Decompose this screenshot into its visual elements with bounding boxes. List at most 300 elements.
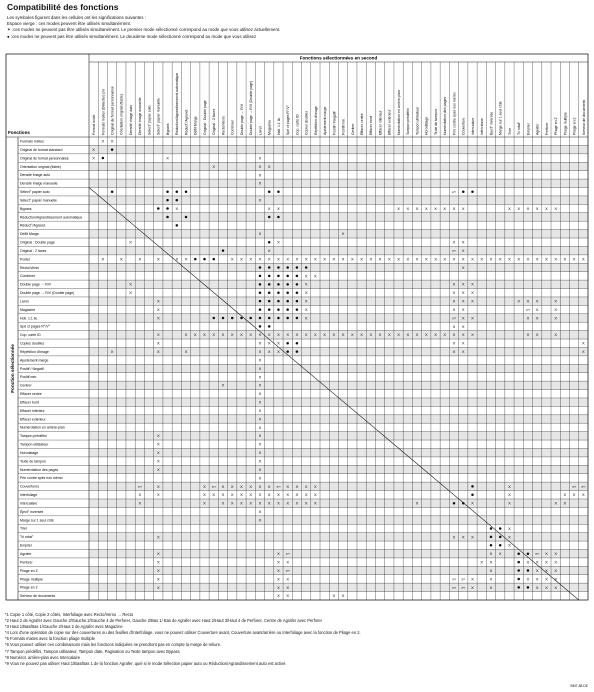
cell-dot	[296, 317, 299, 320]
row-label: Formats mixtes	[20, 139, 44, 144]
cell-mark: X	[452, 349, 456, 355]
cell-mark: X	[156, 492, 160, 498]
cell-mark: X	[406, 332, 410, 338]
cell-mark: X	[175, 205, 179, 211]
cell-mark: X	[258, 509, 262, 515]
cell-dot	[249, 317, 252, 320]
cell-mark: X	[277, 584, 280, 590]
row-label: Tri rotat°	[20, 535, 34, 540]
cell-mark: X	[332, 593, 336, 599]
cell-mark: X	[332, 332, 336, 338]
cell-dot	[240, 317, 243, 320]
cell-mark: X	[406, 256, 410, 262]
footnote: *9 Vous ne pouvez pas utiliser Haut 1/Bas/Bas 1 de la fonction Agrafer, quel si le mode Sélection papier auto ou Réduction/Agrandissement auto est activé.	[5, 660, 287, 666]
cell-mark: X	[156, 458, 160, 464]
column-header: Sélect° papier manuelle	[156, 97, 161, 135]
cell-mark: X	[156, 567, 160, 573]
cell-dot	[268, 241, 271, 244]
cell-mark: X	[443, 205, 447, 211]
cell-mark: X	[110, 138, 114, 144]
row-label: Pliage multiple	[20, 577, 43, 582]
row-label: Prin contre spés nos mémo	[20, 476, 63, 481]
cell-mark: X	[184, 332, 188, 338]
cell-mark: X	[240, 500, 243, 506]
cell-dot	[222, 249, 225, 252]
cell-dot	[268, 308, 271, 311]
cell-mark: X	[369, 332, 373, 338]
cell-mark: X	[471, 500, 474, 506]
cell-mark: X	[424, 205, 428, 211]
cell-dot	[490, 527, 493, 530]
cell-dot	[185, 216, 188, 219]
cell-dot	[268, 275, 271, 278]
cell-mark: X	[249, 483, 253, 489]
cell-mark: X	[258, 332, 262, 338]
cell-mark: X	[304, 281, 308, 287]
cell-mark: X	[249, 500, 253, 506]
cell-dot	[213, 317, 216, 320]
cell-mark: X	[156, 315, 160, 321]
cell-mark: X	[184, 256, 188, 262]
cell-mark: X	[517, 298, 521, 304]
cell-mark: X	[508, 205, 511, 211]
cell-mark: X	[397, 256, 400, 262]
cell-mark: X	[138, 256, 142, 262]
column-header: Magazine	[267, 119, 272, 135]
cell-mark: X	[286, 593, 290, 599]
cell-mark: X	[277, 551, 280, 557]
cell-mark: X	[203, 332, 206, 338]
cell-dot	[268, 291, 271, 294]
column-header: Formats mixtes (Détecter) pin	[101, 88, 106, 135]
footnote: *1 Copie 1 côté, Copie 2 côtés, Interfoliage avec Recto/Verso → Recto	[5, 612, 134, 617]
cell-dot	[176, 199, 179, 202]
cell-mark: X	[471, 584, 474, 590]
cell-mark: X	[406, 205, 410, 211]
cell-mark: X	[129, 281, 132, 287]
cell-mark: X	[286, 559, 290, 565]
intro-line: Espace vierge : ces modes peuvent être utilisés simultanément.	[7, 21, 131, 27]
column-header: Effacer centre	[360, 113, 365, 135]
column-header: Éject° inversée	[489, 111, 494, 135]
cell-mark: X	[286, 500, 290, 506]
cell-mark: X	[286, 332, 290, 338]
cell-mark: X	[129, 290, 132, 296]
cell-mark: X	[517, 205, 521, 211]
column-group-header: Fonctions sélectionnées en second	[299, 55, 378, 61]
cell-mark: X	[461, 315, 465, 321]
column-header: Positif mm.	[341, 117, 346, 135]
row-label: Copies doubles	[20, 341, 45, 346]
column-header: Texte de tampon	[433, 109, 438, 135]
cell-mark: X	[249, 492, 253, 498]
cell-mark: X	[461, 281, 465, 287]
cell-mark: X	[203, 500, 206, 506]
column-header: Centrer	[350, 123, 355, 135]
column-header: Effacer extérieur	[387, 109, 392, 135]
cell-mark: X	[258, 197, 262, 203]
cell-dot	[305, 266, 308, 269]
cell-mark: X*³	[276, 484, 281, 489]
cell-dot	[111, 190, 114, 193]
cell-mark: X	[277, 500, 280, 506]
cell-mark: X	[304, 273, 308, 279]
cell-mark: X	[277, 576, 280, 582]
cell-mark: X	[101, 256, 105, 262]
cell-mark: X	[258, 340, 262, 346]
column-header: Prin contre spés nos mémo	[452, 92, 457, 135]
cell-dot	[296, 291, 299, 294]
cell-dot	[268, 216, 271, 219]
cell-mark: X	[526, 256, 530, 262]
cell-mark: X	[258, 517, 262, 523]
cell-mark: X	[156, 433, 160, 439]
cell-mark: X	[286, 483, 290, 489]
row-label: Ajustement marge	[20, 358, 49, 363]
footnotes	[5, 612, 361, 667]
cell-mark: X	[304, 492, 308, 498]
row-label: Agrafer	[20, 552, 32, 556]
cell-mark: X	[323, 256, 326, 262]
footnote: *3 Haut 1/Bas/Bas 1/Gauche 2/Haut 2 de Agrafer avec Magazine	[5, 624, 123, 630]
cell-mark: X	[461, 264, 465, 270]
cell-dot	[185, 190, 188, 193]
cell-mark: X	[480, 559, 484, 565]
cell-mark: X	[360, 332, 363, 338]
cell-mark: X	[434, 256, 437, 262]
cell-dot	[231, 317, 234, 320]
cell-dot	[296, 308, 299, 311]
cell-mark: X	[471, 256, 474, 262]
cell-mark: X	[286, 576, 290, 582]
cell-mark: X	[582, 256, 585, 262]
cell-dot	[296, 300, 299, 303]
row-label: Magazine	[20, 307, 36, 312]
row-label: Effacer intérieur	[20, 408, 45, 413]
cell-dot	[102, 157, 105, 160]
row-label: Effacer bord	[20, 400, 40, 405]
cell-dot	[277, 291, 280, 294]
cell-mark: X	[545, 551, 548, 557]
cell-mark: X*³	[572, 484, 577, 489]
row-label: Pliage en Z	[20, 568, 38, 573]
cell-dot	[286, 283, 289, 286]
cell-mark: X	[277, 559, 280, 565]
cell-dot	[268, 300, 271, 303]
column-header: Orientation original (fiable)	[119, 93, 124, 135]
cell-mark: X	[471, 290, 474, 296]
cell-mark: X	[212, 163, 216, 169]
cell-mark: X	[452, 239, 456, 245]
row-group-label: Fonction sélectionnée	[10, 344, 15, 393]
cell-mark: X	[286, 256, 290, 262]
cell-mark: X	[461, 340, 465, 346]
cell-mark: X	[461, 332, 465, 338]
cell-mark: X	[156, 534, 160, 540]
cell-mark: X	[240, 332, 243, 338]
cell-mark: X	[582, 492, 585, 498]
cell-mark: X	[471, 534, 474, 540]
row-label: Cop. carte ID	[20, 333, 41, 338]
column-header: Densité image manuelle	[138, 97, 143, 135]
cell-mark: X	[572, 256, 576, 262]
row-label: Orientation original (fiable)	[20, 164, 62, 169]
footnote: *7 Tampon prédéfini, Tampon utilisateur, Tampon date, Pagination ou Texte tampon avec Bypass	[5, 648, 180, 654]
cell-mark: X	[230, 332, 234, 338]
row-label: Marge sur 1 seul côté	[20, 518, 54, 523]
cell-mark: X	[267, 205, 271, 211]
cell-mark: X	[258, 441, 262, 447]
cell-mark: X	[258, 450, 262, 456]
row-label: Recto/Verso	[20, 265, 40, 270]
cell-mark: X	[258, 357, 262, 363]
cell-mark: X	[258, 466, 262, 472]
cell-mark: X	[258, 424, 262, 430]
row-label: Éject° inversée	[20, 509, 44, 514]
cell-mark: X	[461, 323, 465, 329]
cell-dot	[259, 291, 262, 294]
cell-mark: X	[508, 492, 511, 498]
cell-dot	[490, 544, 493, 547]
column-header: Pliage en 2	[572, 117, 577, 135]
cell-dot	[259, 308, 262, 311]
cell-dot	[222, 317, 225, 320]
cell-mark: X	[526, 205, 530, 211]
cell-dot	[462, 190, 465, 193]
cell-dot	[259, 283, 262, 286]
cell-mark: X	[267, 349, 271, 355]
column-header: Copies doubles	[304, 110, 309, 135]
row-label: Empiler	[20, 543, 32, 548]
row-label: Trier	[20, 526, 28, 531]
cell-mark: X	[378, 332, 382, 338]
cell-mark: X	[156, 441, 160, 447]
cell-dot	[166, 199, 169, 202]
cell-mark: X	[341, 256, 345, 262]
cell-mark: X	[230, 483, 234, 489]
cell-mark: X	[156, 349, 160, 355]
cell-mark: X	[277, 239, 280, 245]
cell-dot	[296, 266, 299, 269]
cell-dot	[268, 283, 271, 286]
cell-mark: X	[203, 483, 206, 489]
cell-mark: X	[443, 332, 447, 338]
cell-mark: X	[258, 163, 262, 169]
cell-mark: X	[92, 147, 95, 153]
cell-mark: X	[156, 332, 160, 338]
cell-mark: X	[554, 567, 557, 573]
cell-mark: X	[526, 559, 530, 565]
cell-dot	[286, 342, 289, 345]
column-header: Densité image auto	[128, 104, 133, 135]
cell-mark: X	[582, 340, 585, 346]
cell-mark: X	[295, 492, 299, 498]
column-header: Bypass	[165, 123, 170, 135]
cell-dot	[471, 485, 474, 488]
cell-mark: X	[526, 576, 530, 582]
cell-mark: X	[508, 534, 511, 540]
cell-dot	[517, 552, 520, 555]
cell-mark: X	[156, 466, 160, 472]
cell-mark: X	[535, 256, 539, 262]
cell-mark: X	[156, 483, 160, 489]
row-label: Combiner	[20, 274, 36, 279]
cell-mark: X	[341, 593, 345, 599]
cell-mark: X	[258, 399, 262, 405]
cell-dot	[259, 317, 262, 320]
cell-mark: X	[508, 256, 511, 262]
column-header: Combiner	[230, 119, 235, 135]
cell-mark: X	[471, 576, 474, 582]
row-label: Réduct°/Agrand.	[20, 223, 46, 228]
cell-mark: X	[517, 256, 521, 262]
cell-mark: X*²	[525, 307, 530, 312]
cell-mark: X	[138, 492, 142, 498]
row-label: Tampon utilisateur	[20, 442, 49, 447]
cell-dot	[471, 190, 474, 193]
cell-mark: X	[461, 298, 465, 304]
cell-mark: X	[434, 332, 437, 338]
cell-mark: X	[489, 559, 493, 565]
cell-mark: X	[92, 155, 95, 161]
cell-mark: X	[267, 163, 271, 169]
cell-dot	[268, 190, 271, 193]
row-label: Couvertures	[20, 484, 40, 489]
cell-mark: X	[526, 298, 530, 304]
cell-mark: X	[277, 349, 280, 355]
cell-dot	[499, 544, 502, 547]
cell-mark: X	[249, 332, 253, 338]
cell-mark: X	[258, 433, 262, 439]
row-label: Perforer	[20, 560, 33, 565]
cell-mark: X	[387, 256, 391, 262]
column-header: Marge sur 1 seul côté	[498, 101, 503, 135]
cell-mark: X	[526, 315, 530, 321]
footnote: *5 Formats mixtes avec la fonction pliage multiple	[5, 636, 95, 642]
cell-mark: X	[267, 500, 271, 506]
footnote: *4 Lors d'une opération de copie sur des couvertures ou des feuilles d'interfoliage, vous ne pouvez utiliser Couverture avant, Couverture avant/arrière ou Interfoliage avec la fonction de Pliage en 2.	[5, 630, 361, 636]
cell-mark: X	[193, 332, 197, 338]
cell-mark: X	[258, 180, 262, 186]
column-header: Empiler	[526, 123, 531, 135]
cell-mark: X	[267, 492, 271, 498]
cell-dot	[296, 283, 299, 286]
cell-mark: X	[535, 332, 539, 338]
row-label: Centrer	[20, 383, 32, 388]
cell-mark: X	[314, 273, 317, 279]
cell-mark: X	[258, 483, 262, 489]
cell-dot	[527, 586, 530, 589]
row-label: Défilt Marge	[20, 232, 39, 237]
cell-mark: X*³	[285, 552, 290, 557]
cell-mark: X	[156, 584, 160, 590]
row-label: Horodatage	[20, 450, 39, 455]
cell-dot	[268, 317, 271, 320]
column-header: Original de format personnalisé	[110, 86, 115, 135]
cell-dot	[268, 266, 271, 269]
cell-mark: X	[554, 584, 557, 590]
column-header: Trier	[507, 127, 512, 135]
column-header: Recto/Verso	[221, 115, 226, 135]
cell-dot	[277, 216, 280, 219]
cell-mark: X*¹	[452, 249, 456, 254]
cell-mark: X	[110, 349, 114, 355]
cell-mark: X	[489, 584, 493, 590]
cell-mark: X	[489, 551, 493, 557]
functions-label: Fonctions	[8, 130, 30, 135]
cell-dot	[213, 258, 216, 261]
cell-dot	[194, 258, 197, 261]
row-label: Double page → R/V (Double page)	[20, 291, 75, 296]
page-code: BMT-88 DE	[570, 684, 588, 688]
cell-mark: X	[267, 332, 271, 338]
row-label: Sélect° papier manuelle	[20, 198, 58, 203]
cell-mark: X	[314, 256, 317, 262]
cell-mark: X	[221, 483, 225, 489]
row-label: Intercalaire	[20, 501, 38, 506]
cell-mark: X	[434, 205, 437, 211]
column-header: Tampon prédéfini	[406, 108, 411, 135]
cell-mark: X	[304, 332, 308, 338]
cell-mark: X	[221, 492, 225, 498]
row-label: Poster	[20, 257, 31, 262]
column-header: Hall. 1:1 tlc.	[276, 116, 281, 135]
cell-mark: X	[258, 407, 262, 413]
cell-mark: X	[489, 576, 493, 582]
column-header: Spé ct pages R°/V°	[286, 104, 291, 135]
cell-mark: X	[295, 332, 299, 338]
cell-mark: X	[277, 332, 280, 338]
cell-mark: X	[304, 315, 308, 321]
cell-dot	[277, 190, 280, 193]
cell-mark: X	[156, 551, 160, 557]
cell-mark: X	[360, 256, 363, 262]
cell-dot	[286, 275, 289, 278]
cell-dot	[286, 308, 289, 311]
cell-mark: X	[286, 584, 290, 590]
row-label: Pliage en 2	[20, 585, 38, 590]
cell-dot	[286, 266, 289, 269]
cell-dot	[166, 216, 169, 219]
cell-mark: X	[184, 349, 188, 355]
cell-mark: X	[508, 542, 511, 548]
row-label: Effacer centre	[20, 392, 42, 397]
row-label: Densité image manuelle	[20, 181, 58, 186]
cell-mark: X	[554, 500, 557, 506]
cell-mark: X	[461, 205, 465, 211]
footnote: *6 Vous pouvez utiliser ces combinaisons mais les fonctions indiquées ne prendront pas en compte la marge de reliure.	[5, 642, 222, 648]
cell-mark: X	[498, 551, 502, 557]
column-header: Horodatage	[424, 116, 429, 135]
footnote: *8 Numérot. arrière-plan avec Intercalaire	[5, 654, 81, 660]
cell-mark: X	[277, 340, 280, 346]
cell-mark: X	[452, 340, 456, 346]
cell-mark: X	[332, 256, 336, 262]
column-header: Tampon utilisateur	[415, 106, 420, 135]
row-label: Densité image auto	[20, 173, 51, 178]
cell-dot	[157, 207, 160, 210]
cell-dot	[277, 266, 280, 269]
column-header: Sélect° papier auto	[147, 105, 152, 135]
cell-dot	[471, 494, 474, 497]
column-header: Répétition d'image	[313, 106, 318, 135]
cell-mark: X	[369, 256, 373, 262]
cell-mark: X	[471, 315, 474, 321]
cell-dot	[296, 342, 299, 345]
cell-mark: X	[258, 416, 262, 422]
cell-mark: X	[554, 298, 557, 304]
row-label: Original de format standard	[20, 147, 63, 152]
